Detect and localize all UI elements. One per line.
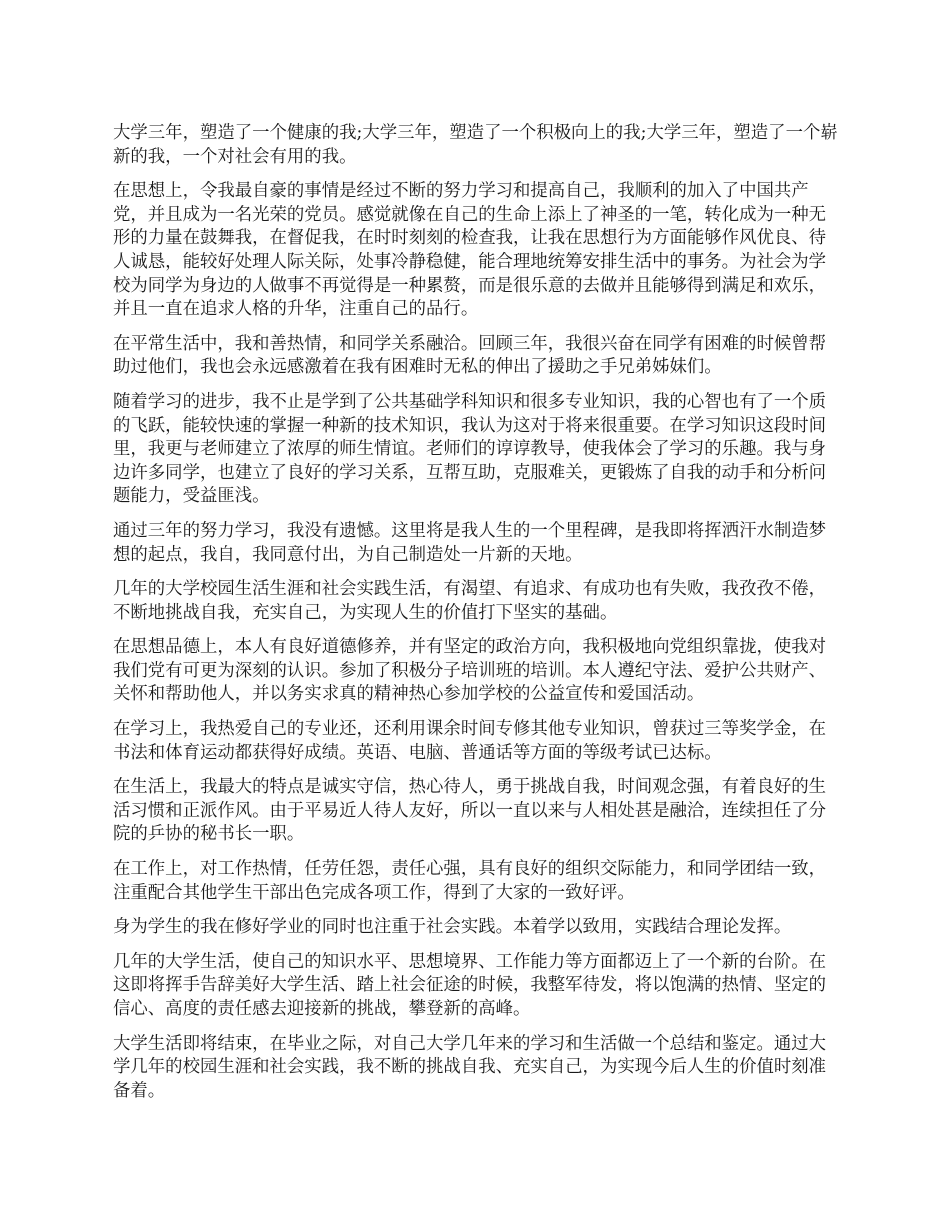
paragraph-10: 在工作上，对工作热情，任劳任怨，责任心强，具有良好的组织交际能力，和同学团结一致，注重配合其他学生干部出色完成各项工作，得到了大家的一致好评。 (113, 859, 827, 903)
paragraph-4: 随着学习的进步，我不止是学到了公共基础学科知识和很多专业知识，我的心智也有了一个质的飞跃，能较快速的掌握一种新的技术知识，我认为这对于将来很重要。在学习知识这段时间里，我更与老师建立了浓厚的师生情谊。老师们的谆谆教导，使我体会了学习的乐趣。我与身边许多同学，也建立了良好的学习关系，互帮互助，克服难关，更锻炼了自我的动手和分析问题能力，受益匪浅。 (113, 391, 827, 507)
paragraph-3: 在平常生活中，我和善热情，和同学关系融洽。回顾三年，我很兴奋在同学有困难的时候曾帮助过他们，我也会永远感激着在我有困难时无私的伸出了援助之手兄弟姊妹们。 (113, 333, 827, 378)
paragraph-1: 大学三年，塑造了一个健康的我;大学三年，塑造了一个积极向上的我;大学三年，塑造了一个崭新的我，一个对社会有用的我。 (113, 123, 838, 167)
document-body (113, 122, 843, 1114)
paragraph-12: 几年的大学生活，使自己的知识水平、思想境界、工作能力等方面都迈上了一个新的台阶。在这即将挥手告辞美好大学生活、踏上社会征途的时候，我整军待发，将以饱满的热情、坚定的信心、高度的责任感去迎接新的挑战，攀登新的高峰。 (113, 951, 827, 1019)
paragraph-9: 在生活上，我最大的特点是诚实守信，热心待人，勇于挑战自我，时间观念强，有着良好的生活习惯和正派作风。由于平易近人待人友好，所以一直以来与人相处甚是融洽，连续担任了分院的乒协的秘书长一职。 (113, 777, 827, 845)
paragraph-13: 大学生活即将结束，在毕业之际，对自己大学几年来的学习和生活做一个总结和鉴定。通过大学几年的校园生涯和社会实践，我不断的挑战自我、充实自己，为实现今后人生的价值时刻准备着。 (113, 1033, 827, 1101)
paragraph-2: 在思想上，令我最自豪的事情是经过不断的努力学习和提高自己，我顺利的加入了中国共产党，并且成为一名光荣的党员。感觉就像在自己的生命上添上了神圣的一笔，转化成为一种无形的力量在鼓舞我，在督促我，在时时刻刻的检查我，让我在思想行为方面能够作风优良、待人诚恳，能较好处理人际关际，处事冷静稳健，能合理地统筹安排生活中的事务。为社会为学校为同学为身边的人做事不再觉得是一种累赘，而是很乐意的去做并且能够得到满足和欢乐，并且一直在追求人格的升华，注重自己的品行。 (113, 181, 827, 320)
paragraph-8: 在学习上，我热爱自己的专业还，还利用课余时间专修其他专业知识，曾获过三等奖学金，在书法和体育运动都获得好成绩。英语、电脑、普通话等方面的等级考试已达标。 (113, 719, 827, 763)
paragraph-11: 身为学生的我在修好学业的同时也注重于社会实践。本着学以致用，实践结合理论发挥。 (113, 917, 792, 938)
paragraph-5: 通过三年的努力学习，我没有遗憾。这里将是我人生的一个里程碑，是我即将挥洒汗水制造梦想的起点，我自，我同意付出，为自己制造处一片新的天地。 (113, 520, 827, 565)
paragraph-6: 几年的大学校园生活生涯和社会实践生活，有渴望、有追求、有成功也有失败，我孜孜不倦，不断地挑战自我，充实自己，为实现人生的价值打下坚实的基础。 (113, 579, 827, 623)
paragraph-7: 在思想品德上，本人有良好道德修养，并有坚定的政治方向，我积极地向党组织靠拢，使我对我们党有可更为深刻的认识。参加了积极分子培训班的培训。本人遵纪守法、爱护公共财产、关怀和帮助他人，并以务实求真的精神热心参加学校的公益宣传和爱国活动。 (113, 637, 827, 705)
